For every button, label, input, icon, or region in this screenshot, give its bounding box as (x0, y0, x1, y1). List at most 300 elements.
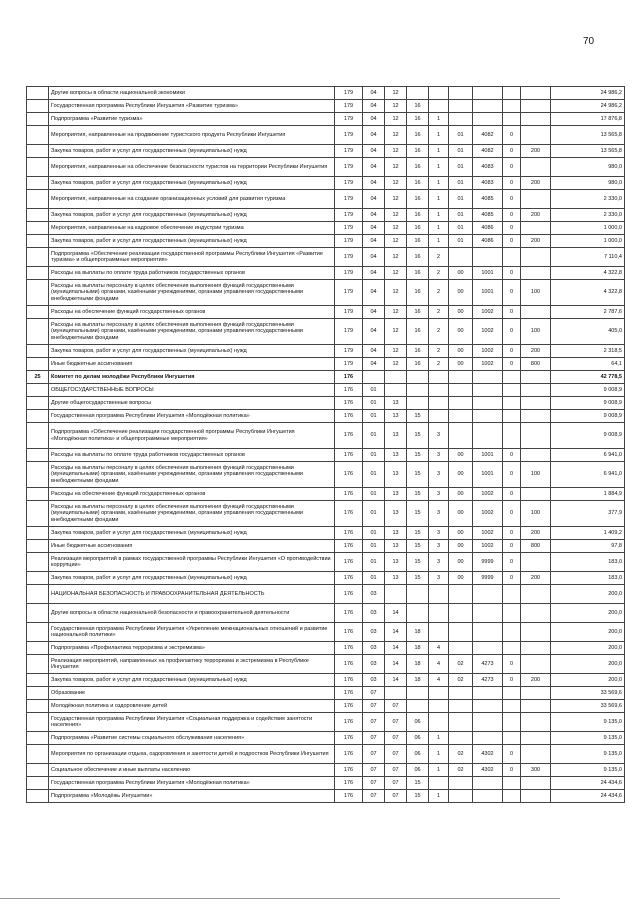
measure-code-cell: 00 (449, 572, 473, 585)
admin-code-cell: 179 (335, 209, 363, 222)
table-row (27, 100, 625, 113)
expense-type-cell (521, 585, 551, 604)
measure-code-cell (449, 248, 473, 267)
table-row (27, 113, 625, 126)
section-code-cell: 03 (363, 623, 385, 642)
subprogram-code-cell: 1 (429, 126, 449, 145)
subprogram-code-cell: 4 (429, 674, 449, 687)
table-row (27, 713, 625, 732)
subsection-code-cell: 12 (385, 358, 407, 371)
program-code-cell: 16 (407, 358, 429, 371)
row-name-cell: Другие общегосударственные вопросы (49, 397, 335, 410)
program-code-cell: 15 (407, 777, 429, 790)
row-name-cell: Расходы на выплаты персоналу в целях обеспечения выполнения функций государственными (муниципальными) органами, казёнными учреждениями, органами управления государственными внебюджетными фондами (49, 319, 335, 345)
row-name-cell: Расходы на выплаты по оплате труда работников государственных органов (49, 449, 335, 462)
row-number-cell (27, 449, 49, 462)
row-name-cell: Другие вопросы в области национальной экономики (49, 87, 335, 100)
row-name-cell: Расходы на выплаты персоналу в целях обеспечения выполнения функций государственными (муниципальными) органами, казёнными учреждениями, органами управления государственными внебюджетными фондами (49, 462, 335, 488)
amount-cell: 4 322,8 (551, 267, 625, 280)
row-number-cell (27, 488, 49, 501)
admin-code-cell: 176 (335, 732, 363, 745)
row-number-cell (27, 319, 49, 345)
subsection-code-cell: 13 (385, 553, 407, 572)
expense-type-cell (521, 423, 551, 449)
measure-code-cell (449, 585, 473, 604)
direction-suffix-cell: 0 (503, 280, 521, 306)
admin-code-cell: 176 (335, 623, 363, 642)
direction-code-cell: 4302 (473, 764, 503, 777)
expense-type-cell (521, 384, 551, 397)
amount-cell: 24 434,6 (551, 790, 625, 803)
amount-cell: 200,0 (551, 623, 625, 642)
table-row (27, 745, 625, 764)
program-code-cell: 16 (407, 190, 429, 209)
expense-type-cell (521, 126, 551, 145)
subprogram-code-cell (429, 384, 449, 397)
program-code-cell (407, 700, 429, 713)
expense-type-cell (521, 158, 551, 177)
subprogram-code-cell: 2 (429, 358, 449, 371)
table-row (27, 764, 625, 777)
subprogram-code-cell: 1 (429, 145, 449, 158)
direction-suffix-cell (503, 790, 521, 803)
amount-cell: 200,0 (551, 642, 625, 655)
subsection-code-cell: 14 (385, 655, 407, 674)
row-number-cell (27, 553, 49, 572)
admin-code-cell: 176 (335, 423, 363, 449)
direction-code-cell: 4086 (473, 235, 503, 248)
measure-code-cell: 01 (449, 145, 473, 158)
subsection-code-cell: 12 (385, 345, 407, 358)
row-number-cell (27, 501, 49, 527)
admin-code-cell: 179 (335, 87, 363, 100)
amount-cell: 1 884,9 (551, 488, 625, 501)
table-row (27, 358, 625, 371)
table-row (27, 87, 625, 100)
table-row (27, 790, 625, 803)
measure-code-cell: 00 (449, 280, 473, 306)
admin-code-cell: 179 (335, 267, 363, 280)
table-row (27, 306, 625, 319)
section-code-cell: 03 (363, 585, 385, 604)
amount-cell: 183,0 (551, 553, 625, 572)
subsection-code-cell (385, 585, 407, 604)
program-code-cell: 18 (407, 655, 429, 674)
direction-code-cell: 1001 (473, 449, 503, 462)
section-code-cell: 04 (363, 280, 385, 306)
direction-code-cell: 9999 (473, 553, 503, 572)
program-code-cell: 16 (407, 345, 429, 358)
direction-suffix-cell (503, 623, 521, 642)
row-name-cell: Расходы на выплаты по оплате труда работников государственных органов (49, 267, 335, 280)
row-name-cell: Государственная программа Республики Ингушетия «Молодёжная политика» (49, 410, 335, 423)
subsection-code-cell: 12 (385, 126, 407, 145)
section-code-cell: 01 (363, 397, 385, 410)
expense-type-cell: 200 (521, 145, 551, 158)
amount-cell: 17 876,8 (551, 113, 625, 126)
direction-suffix-cell (503, 410, 521, 423)
program-code-cell: 16 (407, 126, 429, 145)
subsection-code-cell: 14 (385, 642, 407, 655)
program-code-cell: 16 (407, 158, 429, 177)
amount-cell: 9 135,0 (551, 713, 625, 732)
admin-code-cell: 179 (335, 126, 363, 145)
program-code-cell: 15 (407, 790, 429, 803)
direction-suffix-cell (503, 713, 521, 732)
subprogram-code-cell (429, 87, 449, 100)
section-code-cell: 04 (363, 126, 385, 145)
subsection-code-cell: 13 (385, 501, 407, 527)
direction-suffix-cell: 0 (503, 222, 521, 235)
direction-suffix-cell: 0 (503, 488, 521, 501)
row-number-cell (27, 790, 49, 803)
subsection-code-cell: 12 (385, 177, 407, 190)
measure-code-cell (449, 87, 473, 100)
row-number-cell (27, 764, 49, 777)
row-number-cell (27, 306, 49, 319)
row-number-cell (27, 687, 49, 700)
subprogram-code-cell: 2 (429, 345, 449, 358)
subsection-code-cell: 07 (385, 713, 407, 732)
program-code-cell: 16 (407, 209, 429, 222)
subsection-code-cell: 12 (385, 190, 407, 209)
admin-code-cell: 176 (335, 462, 363, 488)
admin-code-cell: 179 (335, 280, 363, 306)
section-code-cell: 01 (363, 462, 385, 488)
table-row (27, 410, 625, 423)
subprogram-code-cell: 3 (429, 527, 449, 540)
program-code-cell: 16 (407, 100, 429, 113)
direction-suffix-cell (503, 397, 521, 410)
subprogram-code-cell: 1 (429, 732, 449, 745)
subsection-code-cell: 12 (385, 222, 407, 235)
expense-type-cell: 200 (521, 674, 551, 687)
measure-code-cell: 00 (449, 501, 473, 527)
subsection-code-cell: 12 (385, 235, 407, 248)
measure-code-cell: 00 (449, 553, 473, 572)
table-row (27, 488, 625, 501)
amount-cell: 97,8 (551, 540, 625, 553)
row-name-cell: Мероприятия, направленные на обеспечение безопасности туристов на территории Республики Ингушетия (49, 158, 335, 177)
row-number-cell (27, 623, 49, 642)
expense-type-cell (521, 604, 551, 623)
admin-code-cell: 176 (335, 777, 363, 790)
row-name-cell: Закупка товаров, работ и услуг для государственных (муниципальных) нужд (49, 235, 335, 248)
row-number-cell (27, 248, 49, 267)
expense-type-cell: 100 (521, 501, 551, 527)
subsection-code-cell: 12 (385, 100, 407, 113)
subprogram-code-cell: 3 (429, 501, 449, 527)
direction-suffix-cell: 0 (503, 158, 521, 177)
subprogram-code-cell: 1 (429, 190, 449, 209)
table-row (27, 397, 625, 410)
amount-cell: 9 008,9 (551, 423, 625, 449)
program-code-cell: 16 (407, 319, 429, 345)
direction-code-cell: 1001 (473, 280, 503, 306)
row-number-cell (27, 235, 49, 248)
amount-cell: 200,0 (551, 655, 625, 674)
expense-type-cell (521, 745, 551, 764)
row-number-cell (27, 540, 49, 553)
subprogram-code-cell (429, 700, 449, 713)
section-code-cell: 04 (363, 177, 385, 190)
admin-code-cell: 176 (335, 585, 363, 604)
direction-suffix-cell: 0 (503, 145, 521, 158)
measure-code-cell: 00 (449, 540, 473, 553)
subprogram-code-cell (429, 100, 449, 113)
subsection-code-cell (385, 371, 407, 384)
amount-cell: 9 008,9 (551, 384, 625, 397)
direction-suffix-cell: 0 (503, 540, 521, 553)
amount-cell: 42 778,5 (551, 371, 625, 384)
subprogram-code-cell (429, 604, 449, 623)
admin-code-cell: 179 (335, 248, 363, 267)
subprogram-code-cell: 1 (429, 790, 449, 803)
expense-type-cell: 800 (521, 358, 551, 371)
program-code-cell (407, 371, 429, 384)
expense-type-cell: 200 (521, 527, 551, 540)
admin-code-cell: 176 (335, 449, 363, 462)
table-row (27, 501, 625, 527)
program-code-cell: 15 (407, 527, 429, 540)
subsection-code-cell (385, 687, 407, 700)
amount-cell: 6 941,0 (551, 462, 625, 488)
section-code-cell: 07 (363, 732, 385, 745)
row-number-cell (27, 462, 49, 488)
direction-suffix-cell: 0 (503, 449, 521, 462)
expense-type-cell (521, 488, 551, 501)
section-code-cell: 04 (363, 235, 385, 248)
direction-code-cell: 1002 (473, 488, 503, 501)
row-name-cell: ОБЩЕГОСУДАРСТВЕННЫЕ ВОПРОСЫ (49, 384, 335, 397)
expense-type-cell: 200 (521, 209, 551, 222)
subprogram-code-cell: 2 (429, 319, 449, 345)
direction-suffix-cell: 0 (503, 745, 521, 764)
program-code-cell: 15 (407, 540, 429, 553)
table-row (27, 145, 625, 158)
subsection-code-cell: 12 (385, 87, 407, 100)
admin-code-cell: 176 (335, 540, 363, 553)
measure-code-cell: 01 (449, 209, 473, 222)
direction-code-cell (473, 113, 503, 126)
subprogram-code-cell: 1 (429, 222, 449, 235)
admin-code-cell: 179 (335, 177, 363, 190)
subsection-code-cell: 07 (385, 700, 407, 713)
subsection-code-cell: 13 (385, 449, 407, 462)
direction-suffix-cell (503, 777, 521, 790)
section-code-cell: 04 (363, 145, 385, 158)
row-name-cell: Подпрограмма «Молодёжь Ингушетии» (49, 790, 335, 803)
table-row (27, 623, 625, 642)
row-number-cell (27, 423, 49, 449)
admin-code-cell: 179 (335, 145, 363, 158)
measure-code-cell (449, 604, 473, 623)
measure-code-cell: 00 (449, 449, 473, 462)
row-name-cell: Расходы на обеспечение функций государственных органов (49, 488, 335, 501)
program-code-cell (407, 585, 429, 604)
direction-code-cell: 4082 (473, 126, 503, 145)
admin-code-cell: 176 (335, 642, 363, 655)
section-code-cell: 01 (363, 572, 385, 585)
direction-suffix-cell: 0 (503, 345, 521, 358)
scan-artifact-line (0, 898, 560, 899)
program-code-cell: 16 (407, 306, 429, 319)
subprogram-code-cell (429, 410, 449, 423)
direction-suffix-cell (503, 371, 521, 384)
row-number-cell (27, 280, 49, 306)
direction-code-cell: 4083 (473, 158, 503, 177)
row-name-cell: Подпрограмма «Развитие туризма» (49, 113, 335, 126)
direction-code-cell (473, 585, 503, 604)
admin-code-cell: 176 (335, 674, 363, 687)
amount-cell: 9 135,0 (551, 732, 625, 745)
direction-code-cell: 1002 (473, 501, 503, 527)
table-row (27, 235, 625, 248)
subprogram-code-cell: 1 (429, 158, 449, 177)
amount-cell: 980,0 (551, 158, 625, 177)
amount-cell: 405,0 (551, 319, 625, 345)
page-number: 70 (583, 36, 595, 47)
direction-code-cell (473, 604, 503, 623)
table-row (27, 371, 625, 384)
direction-suffix-cell: 0 (503, 177, 521, 190)
direction-code-cell: 4273 (473, 674, 503, 687)
row-number-cell (27, 585, 49, 604)
subsection-code-cell: 14 (385, 623, 407, 642)
direction-code-cell (473, 371, 503, 384)
subprogram-code-cell: 3 (429, 553, 449, 572)
amount-cell: 183,0 (551, 572, 625, 585)
admin-code-cell: 176 (335, 687, 363, 700)
expense-type-cell (521, 306, 551, 319)
subprogram-code-cell (429, 371, 449, 384)
subprogram-code-cell (429, 687, 449, 700)
row-number-cell (27, 190, 49, 209)
measure-code-cell (449, 100, 473, 113)
table-row (27, 732, 625, 745)
measure-code-cell (449, 790, 473, 803)
row-name-cell: Реализация мероприятий в рамках государственной программы Республики Ингушетия «О противодействии коррупции» (49, 553, 335, 572)
direction-suffix-cell (503, 700, 521, 713)
direction-code-cell (473, 397, 503, 410)
direction-suffix-cell (503, 113, 521, 126)
amount-cell: 9 135,0 (551, 764, 625, 777)
subsection-code-cell: 07 (385, 764, 407, 777)
direction-code-cell (473, 100, 503, 113)
table-row (27, 527, 625, 540)
row-number-cell (27, 410, 49, 423)
admin-code-cell: 176 (335, 790, 363, 803)
measure-code-cell (449, 732, 473, 745)
row-name-cell: Государственная программа Республики Ингушетия «Укрепление межнациональных отношений и развитие национальной политики» (49, 623, 335, 642)
measure-code-cell: 01 (449, 222, 473, 235)
program-code-cell: 15 (407, 410, 429, 423)
amount-cell: 6 941,0 (551, 449, 625, 462)
program-code-cell: 15 (407, 488, 429, 501)
direction-code-cell: 1002 (473, 358, 503, 371)
direction-code-cell (473, 384, 503, 397)
row-name-cell: Закупка товаров, работ и услуг для государственных (муниципальных) нужд (49, 345, 335, 358)
subsection-code-cell: 12 (385, 248, 407, 267)
section-code-cell: 04 (363, 190, 385, 209)
section-code-cell: 07 (363, 745, 385, 764)
direction-suffix-cell (503, 423, 521, 449)
row-number-cell (27, 700, 49, 713)
admin-code-cell: 179 (335, 345, 363, 358)
direction-code-cell (473, 248, 503, 267)
table-row (27, 585, 625, 604)
row-name-cell: Закупка товаров, работ и услуг для государственных (муниципальных) нужд (49, 177, 335, 190)
direction-code-cell (473, 777, 503, 790)
expense-type-cell (521, 700, 551, 713)
direction-code-cell: 1002 (473, 527, 503, 540)
amount-cell: 9 135,0 (551, 745, 625, 764)
direction-suffix-cell (503, 604, 521, 623)
expense-type-cell: 300 (521, 764, 551, 777)
table-row (27, 177, 625, 190)
admin-code-cell: 179 (335, 158, 363, 177)
row-name-cell: Молодёжная политика и оздоровление детей (49, 700, 335, 713)
direction-suffix-cell: 0 (503, 190, 521, 209)
amount-cell: 64,1 (551, 358, 625, 371)
measure-code-cell (449, 713, 473, 732)
row-name-cell: Расходы на обеспечение функций государственных органов (49, 306, 335, 319)
row-name-cell: Мероприятия, направленные на кадровое обеспечение индустрии туризма (49, 222, 335, 235)
program-code-cell: 15 (407, 501, 429, 527)
row-number-cell (27, 100, 49, 113)
row-number-cell (27, 642, 49, 655)
direction-code-cell: 1001 (473, 462, 503, 488)
subprogram-code-cell: 1 (429, 177, 449, 190)
section-code-cell: 03 (363, 642, 385, 655)
table-row (27, 190, 625, 209)
expense-type-cell (521, 267, 551, 280)
expense-type-cell (521, 371, 551, 384)
measure-code-cell (449, 410, 473, 423)
subprogram-code-cell (429, 397, 449, 410)
subprogram-code-cell: 3 (429, 572, 449, 585)
direction-suffix-cell: 0 (503, 674, 521, 687)
amount-cell: 24 986,2 (551, 87, 625, 100)
subprogram-code-cell: 3 (429, 488, 449, 501)
direction-code-cell (473, 423, 503, 449)
direction-code-cell: 1001 (473, 267, 503, 280)
expense-type-cell (521, 113, 551, 126)
subprogram-code-cell: 1 (429, 113, 449, 126)
direction-suffix-cell: 0 (503, 462, 521, 488)
expense-type-cell: 200 (521, 345, 551, 358)
program-code-cell: 16 (407, 222, 429, 235)
direction-suffix-cell (503, 87, 521, 100)
subprogram-code-cell (429, 713, 449, 732)
table-row (27, 449, 625, 462)
admin-code-cell: 176 (335, 397, 363, 410)
direction-code-cell: 9999 (473, 572, 503, 585)
direction-code-cell (473, 687, 503, 700)
row-name-cell: Закупка товаров, работ и услуг для государственных (муниципальных) нужд (49, 572, 335, 585)
section-code-cell (363, 371, 385, 384)
row-name-cell: Закупка товаров, работ и услуг для государственных (муниципальных) нужд (49, 674, 335, 687)
subprogram-code-cell (429, 585, 449, 604)
row-name-cell: Подпрограмма «Профилактика терроризма и экстремизма» (49, 642, 335, 655)
row-number-cell (27, 397, 49, 410)
program-code-cell: 06 (407, 713, 429, 732)
direction-code-cell (473, 790, 503, 803)
table-row (27, 158, 625, 177)
direction-suffix-cell: 0 (503, 572, 521, 585)
direction-suffix-cell: 0 (503, 235, 521, 248)
program-code-cell (407, 397, 429, 410)
